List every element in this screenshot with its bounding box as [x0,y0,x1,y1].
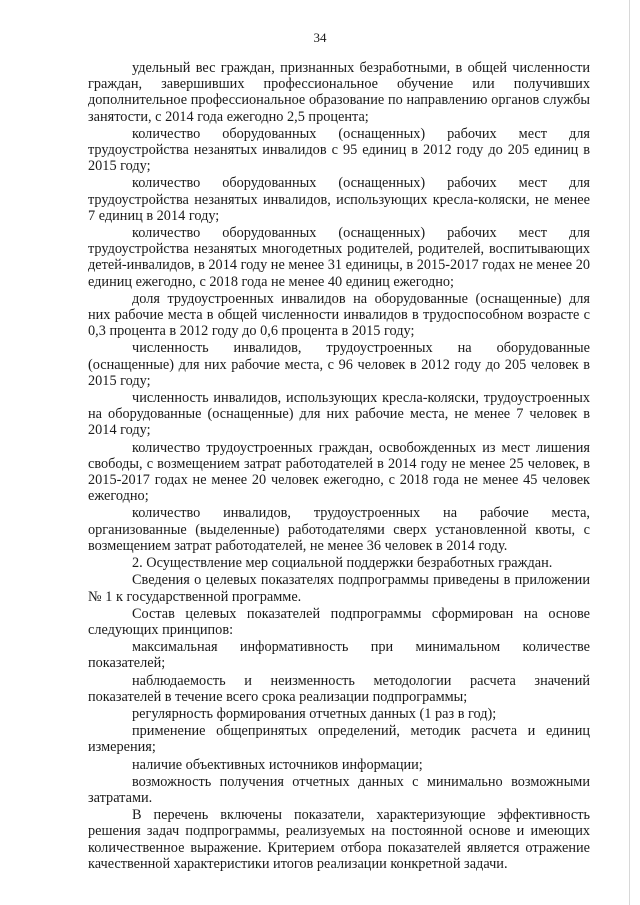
paragraph-principles-intro: Состав целевых показателей подпрограммы сформирован на основе следующих принципов: [88,605,590,638]
paragraph-large-family-workplaces: количество оборудованных (оснащенных) рабочих мест для трудоустройства незанятых многодетных родителей, родителей, воспитывающих детей-инвалидов, в 2014 году не менее 31 единицы, в 2015-2017 годах не менее 20 единиц ежегодно, с 2018 года не менее 40 единиц ежегодно; [88,225,590,290]
paragraph-principle-costs: возможность получения отчетных данных с минимально возможными затратами. [88,773,590,806]
paragraph-task-2: 2. Осуществление мер социальной поддержки безработных граждан. [132,555,553,572]
paragraph-disabled-employed-share: доля трудоустроенных инвалидов на оборудованные (оснащенные) для них рабочие места в общей численности инвалидов в трудоспособном возрасте с 0,3 процента в 2012 году до 0,6 процента в 2015 году; [88,290,590,340]
paragraph-indicator-selection: В перечень включены показатели, характеризующие эффективность решения задач подпрограммы, реализуемых на постоянной основе и имеющих количественное выражение. Критерием отбора показателей является отражение качественной характеристики итогов реализации конкретной задачи. [88,807,590,872]
paragraph-wheelchair-workplaces: количество оборудованных (оснащенных) рабочих мест для трудоустройства незанятых инвалидов, использующих кресла-коляски, не менее 7 единиц в 2014 году; [88,175,590,224]
paragraph-former-prisoners-employed: количество трудоустроенных граждан, освобожденных из мест лишения свободы, с возмещением затрат работодателей в 2014 году не менее 25 человек, в 2015-2017 годах не менее 20 человек ежегодно, с 2018 года не менее 45 человек ежегодно; [88,439,590,505]
body-text [88,60,590,873]
page-number: 34 [313,30,327,45]
paragraph-disabled-employed-count: численность инвалидов, трудоустроенных на оборудованные (оснащенные) для них рабочие места, с 96 человек в 2012 году до 205 человек в 2015 году; [88,340,590,389]
paragraph-disabled-workplaces: количество оборудованных (оснащенных) рабочих мест для трудоустройства незанятых инвалидов с 95 единиц в 2012 году до 205 единиц в 2015 году; [88,125,590,175]
paragraph-over-quota-employed: количество инвалидов, трудоустроенных на рабочие места, организованные (выделенные) работодателями сверх установленной квоты, с возмещением затрат работодателей, не менее 36 человек в 2014 году. [88,505,590,554]
paragraph-unemployed-training-share: удельный вес граждан, признанных безработными, в общей численности граждан, завершивших профессиональное обучение или получивших дополнительное профессиональное образование по направлению органов службы занятости, с 2014 года ежегодно 2,5 процента; [88,60,590,125]
paragraph-principle-observability: наблюдаемость и неизменность методологии расчета значений показателей в течение всего срока реализации подпрограммы; [88,672,590,705]
scan-edge-line [629,0,630,905]
paragraph-principle-definitions: применение общепринятых определений, методик расчета и единиц измерения; [88,723,590,756]
paragraph-principle-informativeness: максимальная информативность при минимальном количестве показателей; [88,639,590,672]
paragraph-wheelchair-employed-count: численность инвалидов, использующих кресла-коляски, трудоустроенных на оборудованные (оснащенные) для них рабочие места, не менее 7 человек в 2014 году; [88,390,590,439]
paragraph-principle-regularity: регулярность формирования отчетных данных (1 раз в год); [132,705,497,722]
paragraph-principle-sources: наличие объективных источников информации; [132,756,423,773]
paragraph-indicators-appendix: Сведения о целевых показателях подпрограммы приведены в приложении № 1 к государственной программе. [88,572,590,605]
